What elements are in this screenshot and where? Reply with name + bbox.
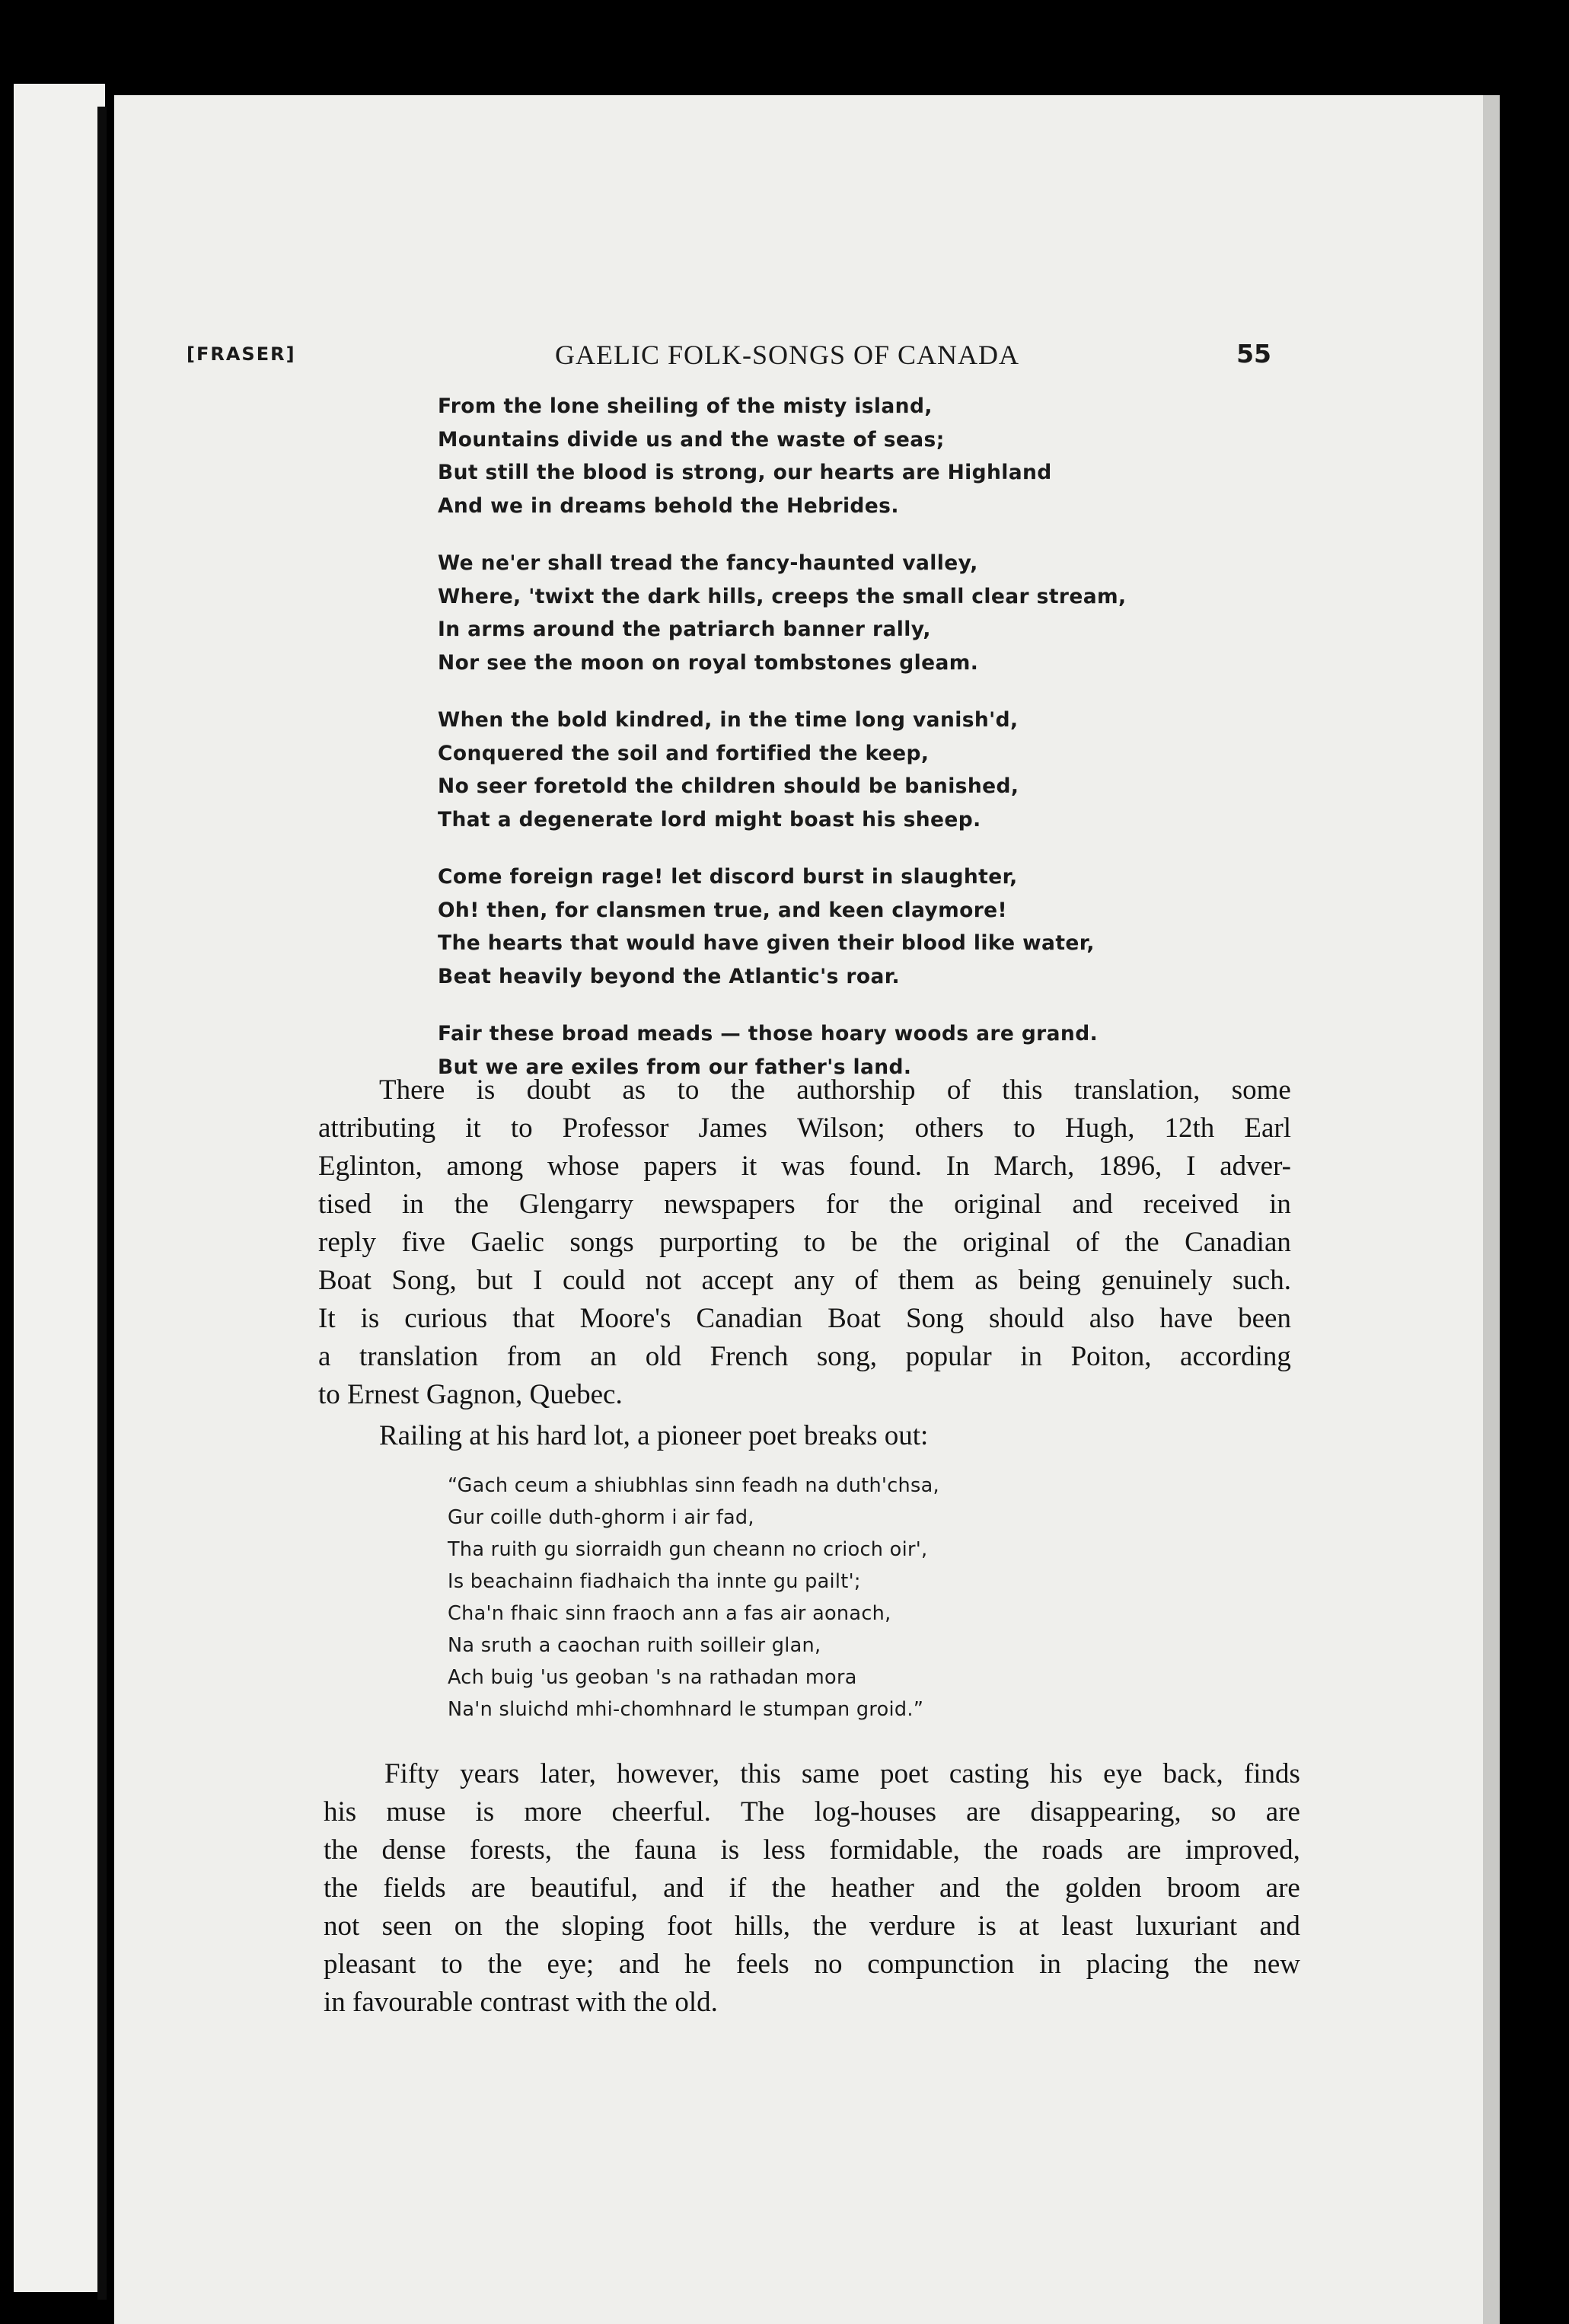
word: eye [1103, 1758, 1143, 1789]
word: Canadian [1185, 1227, 1291, 1258]
word: to [1013, 1113, 1035, 1144]
word: dense [381, 1834, 446, 1866]
word: should [989, 1303, 1064, 1334]
word: same [801, 1758, 859, 1789]
word: song, [816, 1341, 878, 1372]
page-number: 55 [1236, 339, 1271, 369]
poem-line: Beat heavily beyond the Atlantic's roar. [438, 964, 900, 988]
word: Eglinton, [318, 1151, 423, 1182]
word: are [470, 1872, 505, 1904]
word: the [505, 1911, 540, 1942]
paragraph-line: Railing at his hard lot, a pioneer poet breaks out: [379, 1420, 929, 1451]
word: adver- [1220, 1151, 1291, 1182]
paragraph-railing [318, 1417, 1291, 1455]
poem-line: We ne'er shall tread the fancy-haunted valley, [438, 551, 978, 575]
word: according [1180, 1341, 1291, 1372]
word: and [939, 1872, 981, 1904]
word: his [324, 1796, 357, 1828]
word: Fifty [384, 1758, 439, 1789]
word: as [974, 1265, 999, 1296]
word: any [793, 1265, 834, 1296]
word: pleasant [324, 1949, 416, 1980]
word: Gagnon, [426, 1379, 530, 1410]
adjacent-page [14, 84, 105, 2292]
word: Poiton, [1070, 1341, 1152, 1372]
word: old. [674, 1987, 718, 2018]
word: Song, [391, 1265, 457, 1296]
paragraph-fifty-years [324, 1755, 1300, 2022]
word: There [379, 1074, 445, 1106]
word: among [446, 1151, 524, 1182]
word: and [663, 1872, 704, 1904]
word: are [1127, 1834, 1162, 1866]
paragraph-line [324, 1869, 1300, 1907]
poem-line: When the bold kindred, in the time long vanish'd, [438, 708, 1019, 732]
word: to [318, 1379, 348, 1410]
word: it [741, 1151, 757, 1182]
word: in [1039, 1949, 1061, 1980]
word: the [1005, 1872, 1040, 1904]
word: seen [381, 1911, 432, 1942]
word: March, [993, 1151, 1075, 1182]
word: is [475, 1796, 495, 1828]
word: heather [831, 1872, 914, 1904]
word: the [771, 1872, 806, 1904]
word: 1896, [1099, 1151, 1162, 1182]
word: songs [569, 1227, 634, 1258]
word: and [1072, 1189, 1113, 1220]
word: are [966, 1796, 1001, 1828]
gaelic-line: “Gach ceum a shiubhlas sinn feadh na duth'chsa, [448, 1474, 939, 1497]
word: accept [701, 1265, 773, 1296]
paragraph-line [324, 1793, 1300, 1831]
word: it [465, 1113, 481, 1144]
poem-line: Nor see the moon on royal tombstones gleam. [438, 650, 979, 675]
adjacent-page-edge [0, 0, 114, 2324]
word: to [510, 1113, 533, 1144]
word: been [1238, 1303, 1291, 1334]
word: doubt [526, 1074, 591, 1106]
word: sloping [561, 1911, 645, 1942]
word: be [850, 1227, 878, 1258]
word: Boat [318, 1265, 372, 1296]
paragraph-authorship [318, 1071, 1291, 1414]
word: to [441, 1949, 463, 1980]
word: of [1076, 1227, 1100, 1258]
word: back, [1162, 1758, 1223, 1789]
poem-line: The hearts that would have given their blood like water, [438, 931, 1095, 955]
word: not [645, 1265, 681, 1296]
word: are [1265, 1796, 1300, 1828]
word: Wilson; [796, 1113, 885, 1144]
word: improved, [1185, 1834, 1300, 1866]
word: hills, [734, 1911, 790, 1942]
word: being [1018, 1265, 1081, 1296]
gaelic-line: Cha'n fhaic sinn fraoch ann a fas air aonach, [448, 1602, 891, 1625]
stanza-gap [438, 836, 1127, 860]
gaelic-verse [448, 1470, 939, 1725]
word: on [454, 1911, 483, 1942]
word: least [1061, 1911, 1114, 1942]
word: is [977, 1911, 997, 1942]
word: received [1143, 1189, 1239, 1220]
stanza-gap [438, 679, 1127, 704]
gaelic-line: Tha ruith gu siorraidh gun cheann no crioch oir', [448, 1538, 928, 1561]
word: foot [667, 1911, 713, 1942]
word: the [576, 1834, 611, 1866]
word: Gaelic [470, 1227, 544, 1258]
word: found. [849, 1151, 922, 1182]
paragraph-line [318, 1186, 1291, 1224]
word: popular [905, 1341, 992, 1372]
word: new [1253, 1949, 1300, 1980]
word: poet [880, 1758, 929, 1789]
paragraph-line [318, 1224, 1291, 1262]
poem-line: And we in dreams behold the Hebrides. [438, 493, 899, 518]
word: attributing [318, 1113, 436, 1144]
word: others [914, 1113, 984, 1144]
word: at [1019, 1911, 1039, 1942]
word: golden [1064, 1872, 1142, 1904]
paragraph-line [318, 1262, 1291, 1300]
word: Glengarry [519, 1189, 634, 1220]
word: years [460, 1758, 520, 1789]
english-poem [438, 390, 1127, 1084]
word: in [1269, 1189, 1291, 1220]
gaelic-line: Ach buig 'us geoban 's na rathadan mora [448, 1666, 857, 1689]
word: tised [318, 1189, 372, 1220]
word: Canadian [696, 1303, 803, 1334]
word: of [946, 1074, 971, 1106]
poem-line: Oh! then, for clansmen true, and keen claymore! [438, 898, 1008, 922]
paragraph-line [324, 1831, 1300, 1869]
word: feels [735, 1949, 789, 1980]
word: old [645, 1341, 682, 1372]
paragraph-line [318, 1338, 1291, 1376]
paragraph-line [324, 1755, 1300, 1793]
word: beautiful, [531, 1872, 638, 1904]
word: I [533, 1265, 543, 1296]
word: In [946, 1151, 970, 1182]
word: papers [643, 1151, 717, 1182]
paragraph-line [318, 1300, 1291, 1338]
word: translation, [1073, 1074, 1201, 1106]
paragraph-line [324, 1946, 1300, 1984]
word: luxuriant [1135, 1911, 1238, 1942]
word: in [401, 1189, 424, 1220]
word: such. [1232, 1265, 1291, 1296]
word: the [454, 1189, 489, 1220]
word: to [677, 1074, 700, 1106]
word: Earl [1244, 1113, 1291, 1144]
word: the [324, 1872, 359, 1904]
word: Boat [828, 1303, 881, 1334]
word: that [512, 1303, 555, 1334]
poem-line: In arms around the patriarch banner rally, [438, 618, 931, 641]
word: genuinely [1101, 1265, 1213, 1296]
gaelic-line: Na'n sluichd mhi-chomhnard le stumpan groid.” [448, 1698, 924, 1721]
word: them [898, 1265, 955, 1296]
paragraph-line [318, 1376, 1291, 1414]
word: the [487, 1949, 522, 1980]
word: his [1049, 1758, 1083, 1789]
poem-line: Conquered the soil and fortified the keep, [438, 741, 930, 765]
word: with [576, 1987, 633, 2018]
word: favourable [352, 1987, 480, 2018]
word: reply [318, 1227, 377, 1258]
gaelic-line: Na sruth a caochan ruith soilleir glan, [448, 1634, 821, 1657]
word: disappearing, [1030, 1796, 1182, 1828]
word: in [1020, 1341, 1042, 1372]
word: Hugh, [1064, 1113, 1135, 1144]
word: formidable, [829, 1834, 960, 1866]
word: as [622, 1074, 646, 1106]
paragraph-line [318, 1071, 1291, 1109]
header-author: [FRASER] [187, 343, 296, 365]
poem-line: Where, 'twixt the dark hills, creeps the small clear stream, [438, 584, 1127, 608]
word: The [741, 1796, 785, 1828]
word: verdure [869, 1911, 955, 1942]
header-title: GAELIC FOLK-SONGS OF CANADA [555, 340, 1020, 370]
word: James [698, 1113, 767, 1144]
word: muse [386, 1796, 446, 1828]
gaelic-line: Is beachainn fiadhaich tha innte gu pailt'; [448, 1570, 861, 1593]
poem-line: Come foreign rage! let discord burst in slaughter, [438, 865, 1018, 889]
word: was [781, 1151, 825, 1182]
word: translation [359, 1341, 479, 1372]
word: French [710, 1341, 789, 1372]
word: compunction [867, 1949, 1015, 1980]
word: of [854, 1265, 879, 1296]
word: an [590, 1341, 617, 1372]
word: is [360, 1303, 380, 1334]
word: for [825, 1189, 859, 1220]
word: casting [949, 1758, 1029, 1789]
word: to [803, 1227, 826, 1258]
poem-line: Mountains divide us and the waste of seas; [438, 427, 945, 452]
word: is [720, 1834, 740, 1866]
paragraph-line [324, 1907, 1300, 1946]
word: so [1210, 1796, 1236, 1828]
word: broom [1166, 1872, 1241, 1904]
word: a [318, 1341, 331, 1372]
word: Song [905, 1303, 965, 1334]
word: log-houses [814, 1796, 936, 1828]
word: newspapers [664, 1189, 796, 1220]
word: from [506, 1341, 562, 1372]
stanza-gap [438, 522, 1127, 547]
word: if [729, 1872, 747, 1904]
word: also [1089, 1303, 1135, 1334]
poem-line: That a degenerate lord might boast his sheep. [438, 807, 981, 832]
poem-line: From the lone sheiling of the misty island, [438, 394, 933, 418]
word: have [1159, 1303, 1213, 1334]
gaelic-line: Gur coille duth-ghorm i air fad, [448, 1506, 754, 1529]
poem-line: But still the blood is strong, our hearts are Highland [438, 461, 1052, 484]
poem-line: No seer foretold the children should be banished, [438, 774, 1019, 798]
word: some [1231, 1074, 1291, 1106]
word: forests, [470, 1834, 553, 1866]
word: authorship [796, 1074, 916, 1106]
word: this [740, 1758, 781, 1789]
word: fields [383, 1872, 446, 1904]
word: more [524, 1796, 582, 1828]
word: he [684, 1949, 712, 1980]
word: are [1265, 1872, 1300, 1904]
word: five [401, 1227, 445, 1258]
word: the [903, 1227, 938, 1258]
word: later, [540, 1758, 596, 1789]
word: but [477, 1265, 513, 1296]
word: the [1124, 1227, 1159, 1258]
running-header [187, 339, 1271, 377]
word: It [318, 1303, 336, 1334]
poem-line: Fair these broad meads — those hoary woods are grand. [438, 1022, 1099, 1045]
word: however, [616, 1758, 720, 1789]
word: the [1194, 1949, 1229, 1980]
word: roads [1041, 1834, 1103, 1866]
poem-line: But we are exiles from our father's land. [438, 1055, 912, 1079]
paragraph-line [324, 1984, 1300, 2022]
word: Moore's [579, 1303, 671, 1334]
word: finds [1243, 1758, 1300, 1789]
word: the [730, 1074, 765, 1106]
word: not [324, 1911, 360, 1942]
word: and [1259, 1911, 1300, 1942]
word: is [476, 1074, 496, 1106]
word: placing [1086, 1949, 1169, 1980]
word: Quebec. [529, 1379, 623, 1410]
stanza-gap [438, 993, 1127, 1017]
word: the [984, 1834, 1019, 1866]
word: Ernest [347, 1379, 426, 1410]
word: this [1002, 1074, 1043, 1106]
word: purporting [659, 1227, 779, 1258]
word: curious [404, 1303, 488, 1334]
word: eye; [547, 1949, 595, 1980]
word: could [562, 1265, 626, 1296]
word: less [763, 1834, 805, 1866]
binding-shadow [97, 107, 107, 2300]
word: contrast [480, 1987, 576, 2018]
word: I [1186, 1151, 1196, 1182]
word: in [324, 1987, 353, 2018]
word: original [954, 1189, 1042, 1220]
word: 12th [1164, 1113, 1215, 1144]
word: and [618, 1949, 660, 1980]
word: fauna [633, 1834, 697, 1866]
paragraph-line [318, 1109, 1291, 1148]
word: Professor [562, 1113, 669, 1144]
word: whose [547, 1151, 620, 1182]
word: original [962, 1227, 1051, 1258]
word: the [812, 1911, 847, 1942]
word: the [888, 1189, 924, 1220]
word: the [324, 1834, 359, 1866]
word: the [633, 1987, 675, 2018]
paragraph-line [318, 1148, 1291, 1186]
word: cheerful. [611, 1796, 711, 1828]
word: no [814, 1949, 843, 1980]
